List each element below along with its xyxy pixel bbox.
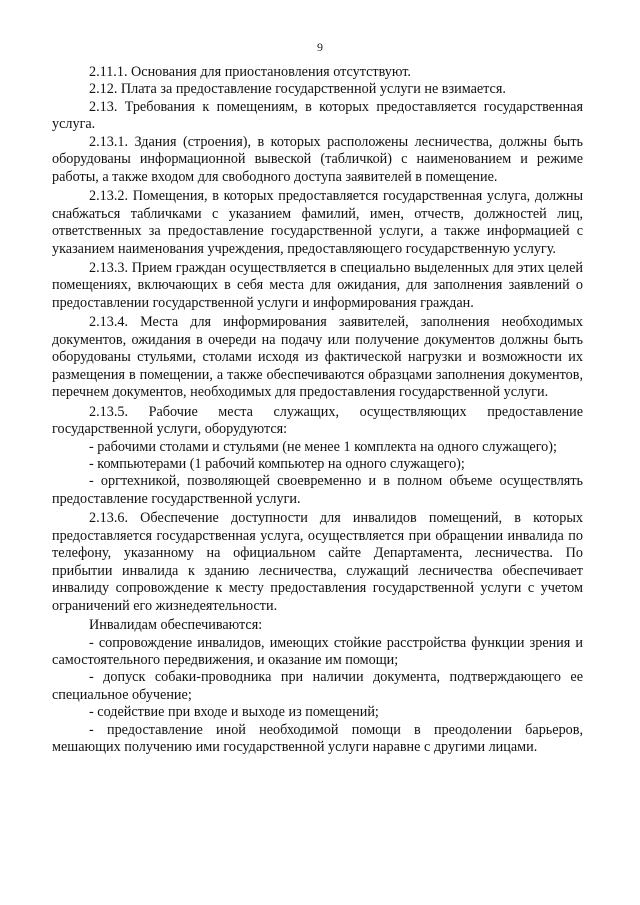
paragraph-2-13: 2.13. Требования к помещениям, в которых предоставляется государственная услуга. [52, 98, 583, 133]
paragraph-2-13-2: 2.13.2. Помещения, в которых предоставляется государственная услуга, должны снабжаться табличками с указанием фамилий, имен, отчеств, должностей лиц, ответственных за предоставление государственной услуги, а также информацией с указанием наименования учреждения, предоставляющего государственную услугу. [52, 188, 583, 257]
list-item-entry-exit-assistance: - содействие при входе и выходе из помещений; [89, 704, 379, 721]
list-item-office-equipment: - оргтехникой, позволяющей своевременно и в полном объеме осуществлять предоставление государственной услуги. [52, 473, 583, 507]
paragraph-2-13-5: 2.13.5. Рабочие места служащих, осуществляющих предоставление государственной услуги, оборудуются: [52, 403, 583, 438]
paragraph-invalids-provided: Инвалидам обеспечиваются: [89, 617, 263, 634]
paragraph-2-11-1: 2.11.1. Основания для приостановления отсутствуют. [89, 64, 411, 80]
paragraph-2-13-1: 2.13.1. Здания (строения), в которых расположены лесничества, должны быть оборудованы информационной вывеской (табличкой) с наименованием и режиме работы, а также входом для свободного доступа заявителей в помещение. [52, 133, 583, 185]
paragraph-2-13-3: 2.13.3. Прием граждан осуществляется в специально выделенных для этих целей помещениях, включающих в себя места для ожидания, для заполнения заявлений о предоставлении государственной услуги и информирования граждан. [52, 259, 583, 311]
paragraph-2-13-6: 2.13.6. Обеспечение доступности для инвалидов помещений, в которых предоставляется государственная услуга, осуществляется при обращении инвалида по телефону, указанному на официальном сайте Департамента, лесничества. По прибытии инвалида к зданию лесничества, служащий лесничества обеспечивает инвалиду сопровождение к месту предоставления государственной услуги с учетом ограничений его жизнедеятельности. [52, 510, 583, 614]
document-body [52, 64, 583, 757]
list-item-accompaniment: - сопровождение инвалидов, имеющих стойкие расстройства функции зрения и самостоятельного передвижения, и оказание им помощи; [52, 634, 583, 668]
list-item-other-assistance: - предоставление иной необходимой помощи в преодолении барьеров, мешающих получению ими государственной услуги наравне с другими лицами. [52, 721, 583, 756]
list-item-desks-chairs: - рабочими столами и стульями (не менее 1 комплекта на одного служащего); [89, 438, 557, 455]
list-item-guide-dog: - допуск собаки-проводника при наличии документа, подтверждающего ее специальное обучение; [52, 669, 583, 703]
paragraph-2-12: 2.12. Плата за предоставление государственной услуги не взимается. [89, 81, 506, 98]
paragraph-2-13-4: 2.13.4. Места для информирования заявителей, заполнения необходимых документов, ожидания в очереди на подачу или получение документов должны быть оборудованы стульями, столами исходя из фактической нагрузки и возможности их размещения в помещении, а также обеспечиваются образцами заполнения документов, перечнем документов, необходимых для предоставления государственной услуги. [52, 314, 583, 401]
page-number: 9 [317, 40, 323, 54]
list-item-computers: - компьютерами (1 рабочий компьютер на одного служащего); [89, 455, 465, 472]
